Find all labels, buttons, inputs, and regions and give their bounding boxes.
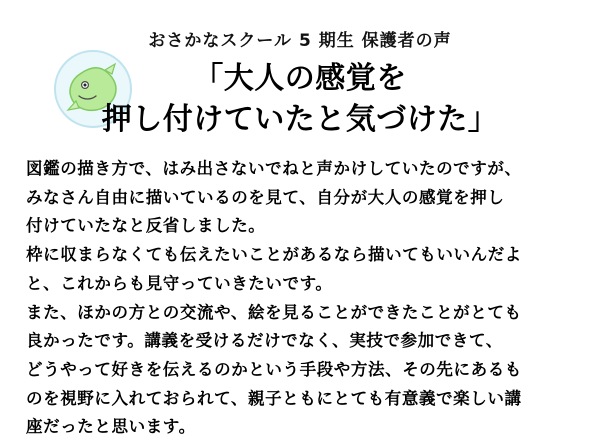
testimonial-body [26, 155, 578, 442]
page-header [0, 0, 600, 148]
body-line: 枠に収まらなくても伝えたいことがあるなら描いてもいいんだよ [26, 245, 522, 265]
body-line: のを視野に入れておられて、親子ともにとても有意義で楽しい講 [26, 388, 522, 408]
page-title-line-2: 押し付けていたと気づけた」 [101, 102, 499, 138]
page-title [0, 58, 600, 141]
body-line: どうやって好きを伝えるのかという手段や方法、その先にあるも [26, 359, 522, 379]
body-line: 図鑑の描き方で、はみ出さないでねと声かけしていたのですが、 [26, 159, 522, 178]
page-title-line-1: 「大人の感覚を [193, 61, 407, 96]
body-line: 良かったです。講義を受けるだけでなく、実技で参加できて、 [26, 331, 503, 351]
body-line: また、ほかの方との交流や、絵を見ることができたことがとても [26, 302, 522, 322]
body-line: 付けていたなと反省しました。 [26, 216, 266, 236]
body-line: と、これからも見守っていきたいです。 [26, 273, 333, 293]
body-line: 座だったと思います。 [26, 417, 196, 437]
body-line: みなさん自由に描いているのを見て、自分が大人の感覚を押し [26, 187, 505, 207]
page-eyebrow: おさかなスクール 5 期生 保護者の声 [148, 31, 452, 51]
